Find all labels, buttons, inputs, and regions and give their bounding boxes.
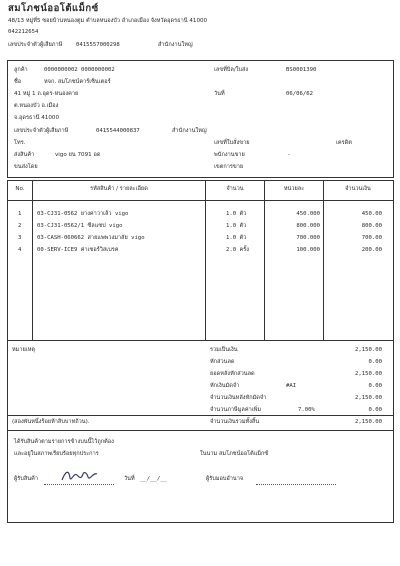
after-discount-value: 2,150.00 xyxy=(355,371,382,377)
row-amount: 200.00 xyxy=(361,247,382,253)
row-no: 3 xyxy=(18,235,22,241)
after-deposit-label: จำนวนเงินหลังหักมัดจำ xyxy=(210,395,267,401)
row-description: 03-CJ31-0562 ยางคาวาเล้ว vigo xyxy=(37,211,129,217)
company-tax-id: 0415557000298 xyxy=(76,42,120,48)
col-divider xyxy=(323,180,324,340)
receiver-label: ผู้รับสินค้า xyxy=(14,476,38,482)
receipt-note-2: และอยู่ในสภาพเรียบร้อยทุกประการ xyxy=(14,451,99,457)
receiver-signature-icon xyxy=(60,466,100,484)
authorized-signature-line xyxy=(256,484,336,485)
customer-address-3: จ.อุดรธานี 41000 xyxy=(14,115,60,121)
discount-value: 0.00 xyxy=(368,359,382,365)
company-phone: 042212654 xyxy=(8,29,39,35)
doc-number: BS0001390 xyxy=(286,67,317,73)
customer-address-2: ต.หนองบัว อ.เมือง xyxy=(14,103,59,109)
totals-bottom-rule xyxy=(7,430,393,431)
row-unit-price: 700.000 xyxy=(296,235,320,241)
row-unit-price: 100.000 xyxy=(296,247,320,253)
total-label: รวมเป็นเงิน xyxy=(210,347,238,353)
row-no: 1 xyxy=(18,211,22,217)
doc-ref-label: เลขที่ใบสั่งขาย xyxy=(214,140,250,146)
doc-date-label: วันที่ xyxy=(214,91,225,97)
deposit-tag: #AI xyxy=(286,383,297,389)
row-no: 4 xyxy=(18,247,22,253)
plate-label: ส่งสินค้า xyxy=(14,152,35,158)
plate-value: vigo ยน 7091 อด xyxy=(55,152,101,158)
customer-phone-label: โทร. xyxy=(14,140,26,146)
row-qty: 2.0 ครั้ง xyxy=(226,247,249,253)
discount-label: หักส่วนลด xyxy=(210,359,235,365)
total-value: 2,150.00 xyxy=(355,347,382,353)
grand-total-value: 2,150.00 xyxy=(355,419,382,425)
doc-number-label: เลขที่บิล/ใบส่ง xyxy=(214,67,249,73)
customer-tax-id: 0415544000837 xyxy=(96,128,140,134)
due-label: เขตการขาย xyxy=(214,164,244,170)
vat-label: จำนวนภาษีมูลค่าเพิ่ม xyxy=(210,407,262,413)
after-discount-label: ยอดหลังหักส่วนลด xyxy=(210,371,255,377)
table-header-rule xyxy=(7,200,393,201)
row-amount: 700.00 xyxy=(361,235,382,241)
company-tax-id-label: เลขประจำตัวผู้เสียภาษี xyxy=(8,42,63,48)
row-qty: 1.0 ตัว xyxy=(226,223,247,229)
row-unit-price: 800.000 xyxy=(296,223,320,229)
row-amount: 800.00 xyxy=(361,223,382,229)
receipt-date-label: วันที่ xyxy=(124,476,135,482)
grand-total-rule xyxy=(7,415,393,416)
company-name: สมโภชน์ออโต้แม็กซ์ xyxy=(8,3,99,14)
col-divider xyxy=(264,180,265,340)
row-description: 00-SERV-ICE9 ค่าเซอร์วิสเบรค xyxy=(37,247,119,253)
customer-tax-id-label: เลขประจำตัวผู้เสียภาษี xyxy=(14,128,69,134)
row-no: 2 xyxy=(18,223,22,229)
customer-address-1: 41 หมู่ 1 ถ.อุดร-หนองคาย xyxy=(14,91,79,97)
vat-rate: 7.00% xyxy=(298,407,315,413)
row-qty: 1.0 ตัว xyxy=(226,211,247,217)
after-deposit-value: 2,150.00 xyxy=(355,395,382,401)
row-description: 03-CASH-060662 สายแพพวงมาลัย vigo xyxy=(37,235,145,241)
header-unit-price: หน่วยละ xyxy=(283,186,305,192)
col-divider xyxy=(32,180,33,340)
items-bottom-rule xyxy=(7,340,393,341)
company-branch: สำนักงานใหญ่ xyxy=(158,42,193,48)
customer-name-label: ชื่อ xyxy=(14,79,22,85)
company-address: 48/13 หมู่ที่5 ซอยบ้านหนองตูม ตำบลหนองบัว อำเภอเมือง จังหวัดอุดรธานี 41000 xyxy=(8,18,208,24)
receiver-signature-line xyxy=(44,484,114,485)
row-qty: 1.0 ตัว xyxy=(226,235,247,241)
row-description: 03-CJ31-0562/1 ซีลแซป vigo xyxy=(37,223,123,229)
receipt-date-placeholder: __/__/__ xyxy=(140,476,167,482)
header-qty: จำนวน xyxy=(226,186,244,192)
doc-date: 06/06/62 xyxy=(286,91,313,97)
remark-label: หมายเหตุ xyxy=(12,347,36,353)
customer-code: 0000000002 0000000002 xyxy=(44,67,115,73)
doc-term-label: เครดิต xyxy=(336,140,352,146)
deposit-label: หักเงินมัดจำ xyxy=(210,383,240,389)
deposit-value: 0.00 xyxy=(368,383,382,389)
delivery-label: ขนส่งโดย xyxy=(14,164,38,170)
customer-name: หจก. สมโภชน์คาร์เซ็นเตอร์ xyxy=(44,79,111,85)
vat-value: 0.00 xyxy=(368,407,382,413)
customer-code-label: ลูกค้า xyxy=(14,67,28,73)
authorized-label: ผู้รับมอบอำนาจ xyxy=(206,476,244,482)
amount-in-words: (สองพันหนึ่งร้อยห้าสิบบาทถ้วน). xyxy=(12,419,90,425)
salesman-value: - xyxy=(288,152,291,158)
grand-total-label: จำนวนเงินรวมทั้งสิ้น xyxy=(210,419,260,425)
salesman-label: พนักงานขาย xyxy=(214,152,245,158)
customer-branch: สำนักงานใหญ่ xyxy=(172,128,207,134)
receipt-note-1: ได้รับสินค้าตามรายการข้างบนนี้ไว้ถูกต้อง xyxy=(14,439,114,445)
on-behalf: ในนาม สมโภชน์ออโต้แม็กซ์ xyxy=(200,451,269,457)
row-amount: 450.00 xyxy=(361,211,382,217)
col-divider xyxy=(205,180,206,340)
row-unit-price: 450.000 xyxy=(296,211,320,217)
header-description: รหัสสินค้า / รายละเอียด xyxy=(90,186,148,192)
header-amount: จำนวนเงิน xyxy=(345,186,371,192)
customer-info-box xyxy=(7,60,394,178)
header-no: No. xyxy=(15,186,25,192)
